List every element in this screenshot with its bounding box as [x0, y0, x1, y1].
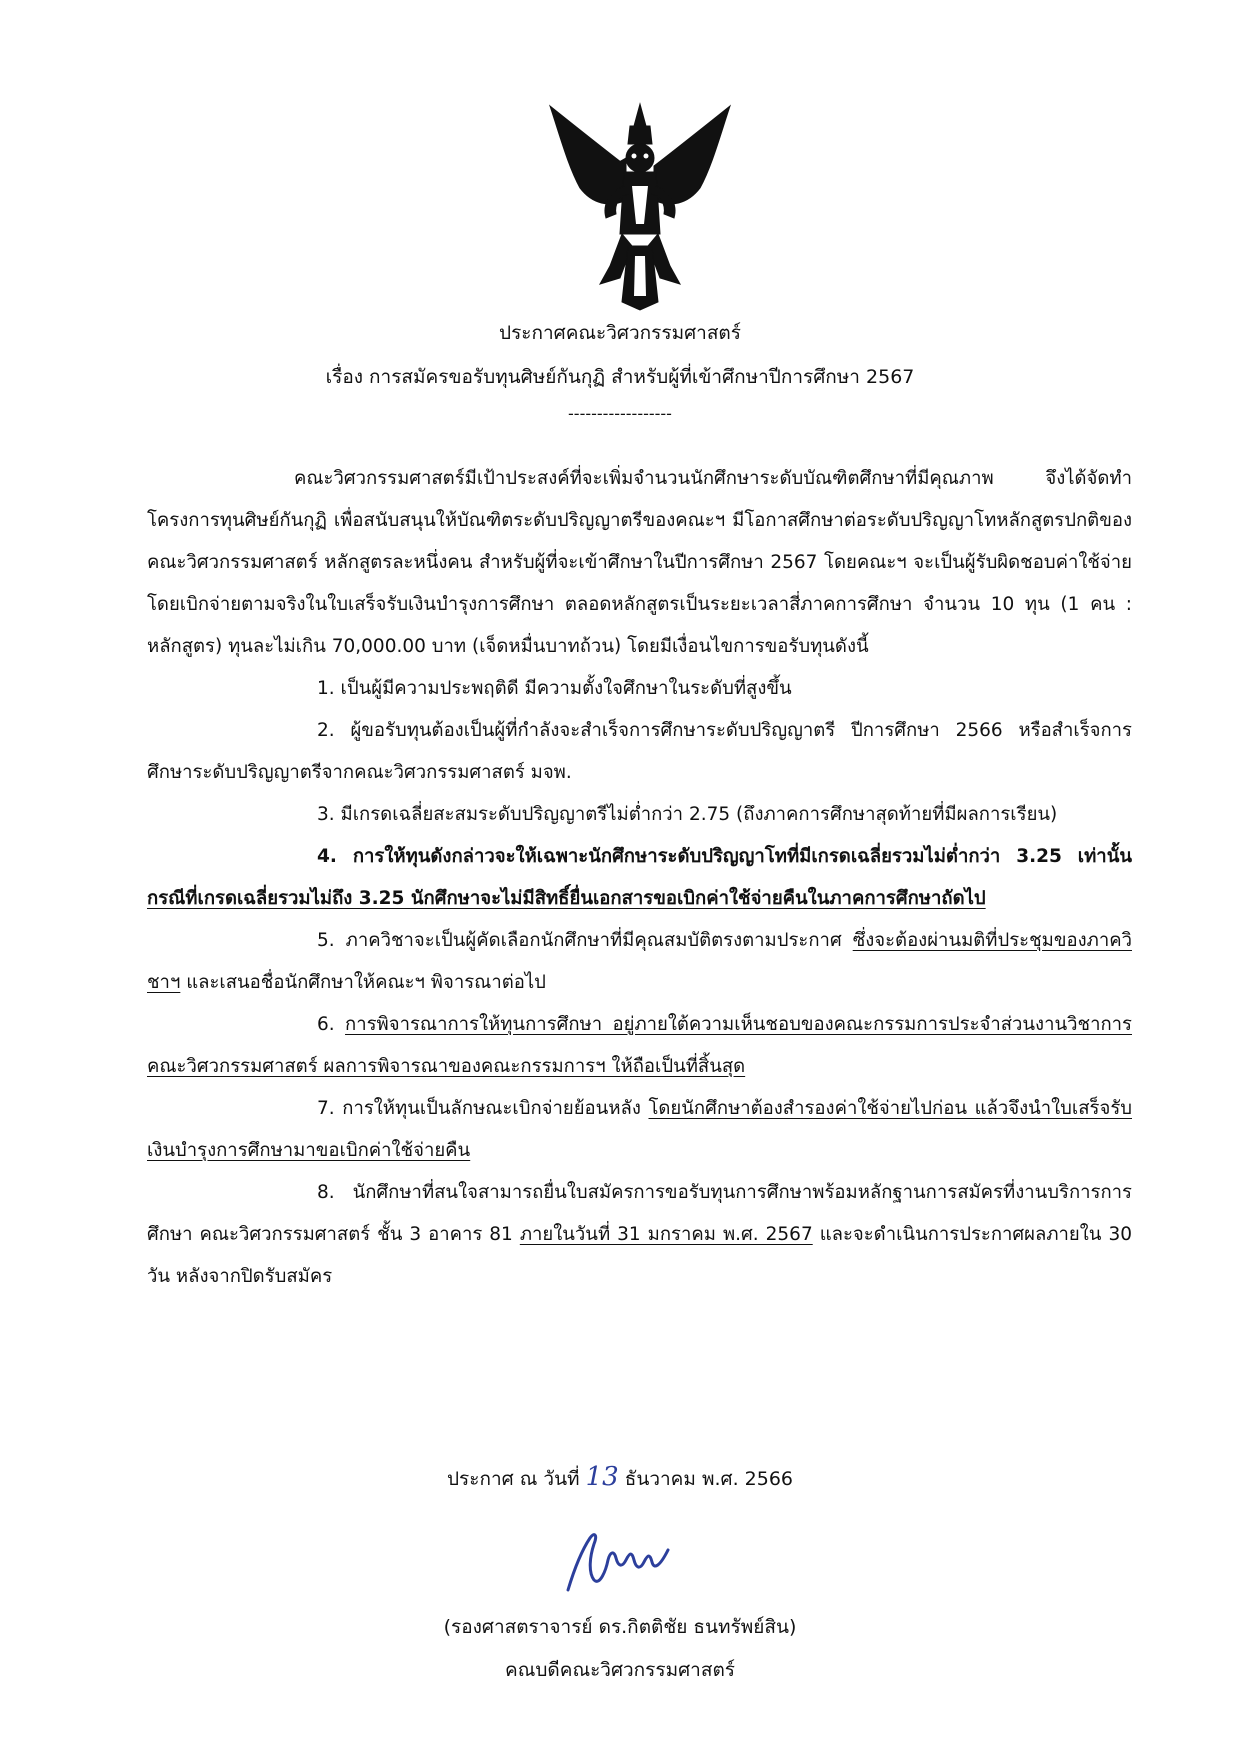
- announcement-body: [147, 458, 1132, 1298]
- condition-item-6: [147, 1004, 1132, 1088]
- handwritten-signature: [560, 1520, 690, 1600]
- condition-item-4-text: 4. การให้ทุนดังกล่าวจะให้เฉพาะนักศึกษาระดับปริญญาโทที่มีเกรดเฉลี่ยรวมไม่ต่ำกว่า 3.25 เท่านั้น: [317, 846, 1132, 867]
- condition-item-7-underlined: โดยนักศึกษาต้องสำรองค่าใช้จ่ายไปก่อน แล้วจึงนำใบเสร็จรับเงินบำรุงการศึกษามาขอเบิกค่าใช้จ่ายคืน: [147, 1098, 1132, 1161]
- condition-item-6-underlined: การพิจารณาการให้ทุนการศึกษา อยู่ภายใต้ความเห็นชอบของคณะกรรมการประจำส่วนงานวิชาการ คณะวิศวกรรมศาสตร์ ผลการพิจารณาของคณะกรรมการฯ ให้ถือเป็นที่สิ้นสุด: [147, 1014, 1132, 1077]
- condition-item-5-underlined: ซึ่งจะต้องผ่านมติที่ประชุมของภาควิชาฯ: [147, 930, 1132, 993]
- condition-item-6-number: 6.: [317, 1014, 346, 1035]
- date-prefix: ประกาศ ณ วันที่: [446, 1468, 586, 1490]
- condition-item-5-text: 5. ภาควิชาจะเป็นผู้คัดเลือกนักศึกษาที่มีคุณสมบัติตรงตามประกาศ: [317, 930, 853, 951]
- condition-item-8-tail: และจะดำเนินการประกาศผลภายใน 30 วัน หลังจากปิดรับสมัคร: [147, 1224, 1132, 1287]
- condition-item-8-text: 8. นักศึกษาที่สนใจสามารถยื่นใบสมัครการขอรับทุนการศึกษาพร้อมหลักฐานการสมัครที่งานบริการการศึกษา คณะวิศวกรรมศาสตร์ ชั้น 3 อาคาร 81: [147, 1182, 1132, 1245]
- signer-position: คณบดีคณะวิศวกรรมศาสตร์: [505, 1659, 735, 1681]
- condition-item-5: [147, 920, 1132, 1004]
- condition-item-2: 2. ผู้ขอรับทุนต้องเป็นผู้ที่กำลังจะสำเร็จการศึกษาระดับปริญญาตรี ปีการศึกษา 2566 หรือสำเร็จการศึกษาระดับปริญญาตรีจากคณะวิศวกรรมศาสตร์ มจพ.: [147, 720, 1132, 783]
- date-suffix: ธันวาคม พ.ศ. 2566: [618, 1468, 794, 1490]
- signer-name: (รองศาสตราจารย์ ดร.กิตติชัย ธนทรัพย์สิน): [443, 1616, 797, 1638]
- announcement-title: ประกาศคณะวิศวกรรมศาสตร์: [499, 322, 741, 344]
- condition-item-1: 1. เป็นผู้มีความประพฤติดี มีความตั้งใจศึกษาในระดับที่สูงขึ้น: [317, 678, 792, 699]
- condition-item-4-underlined: กรณีที่เกรดเฉลี่ยรวมไม่ถึง 3.25 นักศึกษาจะไม่มีสิทธิ์ยื่นเอกสารขอเบิกค่าใช้จ่ายคืนในภาคการศึกษาถัดไป: [147, 888, 986, 909]
- intro-paragraph: คณะวิศวกรรมศาสตร์มีเป้าประสงค์ที่จะเพิ่มจำนวนนักศึกษาระดับบัณฑิตศึกษาที่มีคุณภาพ จึงได้จัดทำโครงการทุนศิษย์กันกุฏิ เพื่อสนับสนุนให้บัณฑิตระดับปริญญาตรีของคณะฯ มีโอกาสศึกษาต่อระดับปริญญาโทหลักสูตรปกติของคณะวิศวกรรมศาสตร์ หลักสูตรละหนึ่งคน สำหรับผู้ที่จะเข้าศึกษาในปีการศึกษา 2567 โดยคณะฯ จะเป็นผู้รับผิดชอบค่าใช้จ่ายโดยเบิกจ่ายตามจริงในใบเสร็จรับเงินบำรุงการศึกษา ตลอดหลักสูตรเป็นระยะเวลาสี่ภาคการศึกษา จำนวน 10 ทุน (1 คน : หลักสูตร) ทุนละไม่เกิน 70,000.00 บาท (เจ็ดหมื่นบาทถ้วน) โดยมีเงื่อนไขการขอรับทุนดังนี้: [147, 468, 1132, 657]
- condition-item-4: [147, 836, 1132, 920]
- condition-item-5-tail: และเสนอชื่อนักศึกษาให้คณะฯ พิจารณาต่อไป: [180, 972, 546, 993]
- garuda-emblem-icon: [540, 96, 740, 316]
- condition-item-3: 3. มีเกรดเฉลี่ยสะสมระดับปริญญาตรีไม่ต่ำกว่า 2.75 (ถึงภาคการศึกษาสุดท้ายที่มีผลการเรียน): [317, 804, 1058, 825]
- separator-line: ------------------: [568, 404, 672, 423]
- announcement-date: [0, 1462, 1240, 1494]
- condition-item-8-deadline: ภายในวันที่ 31 มกราคม พ.ศ. 2567: [519, 1224, 813, 1245]
- condition-item-7-text: 7. การให้ทุนเป็นลักษณะเบิกจ่ายย้อนหลัง: [317, 1098, 649, 1119]
- date-day-handwritten: 13: [585, 1462, 619, 1492]
- condition-item-7: [147, 1088, 1132, 1172]
- condition-item-8: [147, 1172, 1132, 1298]
- announcement-subject: เรื่อง การสมัครขอรับทุนศิษย์กันกุฏิ สำหรับผู้ที่เข้าศึกษาปีการศึกษา 2567: [325, 366, 915, 388]
